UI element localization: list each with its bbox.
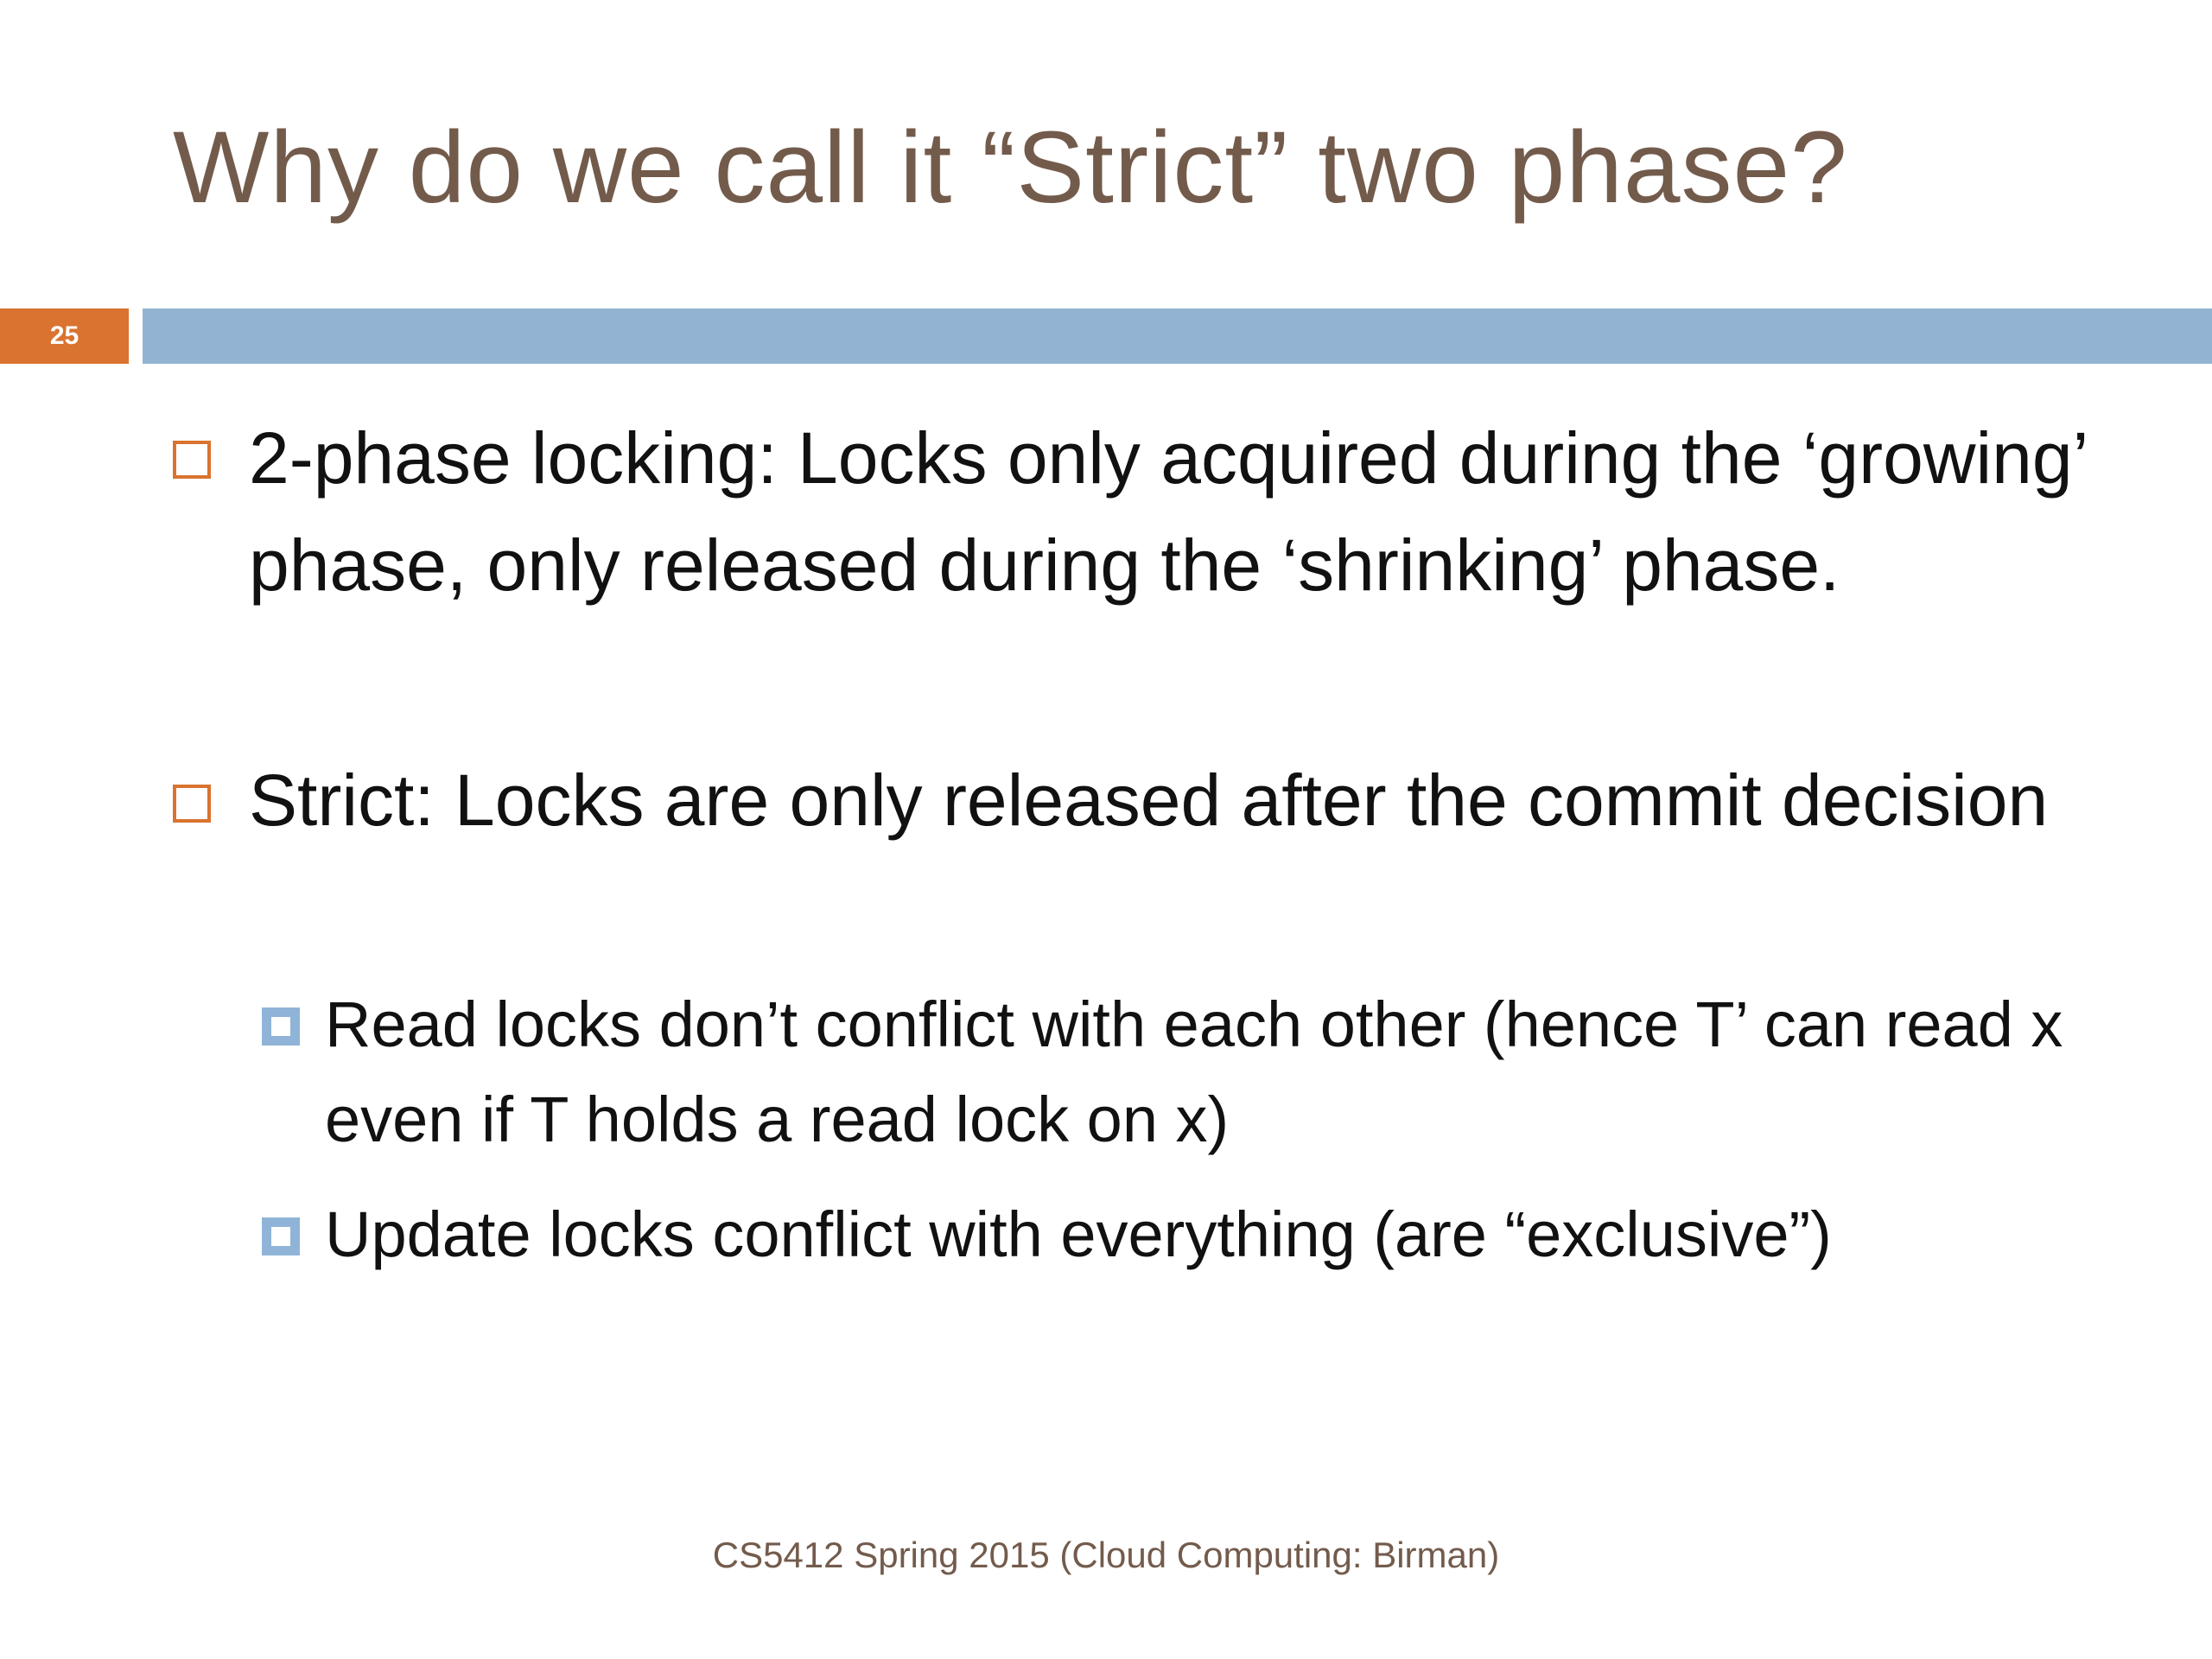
slide-number-badge: 25 (0, 308, 129, 364)
bullet-square-icon (173, 785, 211, 823)
bullet-text-1: 2-phase locking: Locks only acquired during the ‘growing’ phase, only released during the ‘shrinking’ phase. (249, 417, 2087, 606)
sub-bullet-square-icon (262, 1007, 300, 1046)
slide-footer: CS5412 Spring 2015 (Cloud Computing: Birman) (712, 1535, 1500, 1575)
sub-bullet-square-icon (262, 1217, 300, 1255)
slide-title: Why do we call it “Strict” two phase? (173, 111, 1848, 225)
bullet-square-icon (173, 441, 211, 479)
bullet-text-2: Strict: Locks are only released after the commit decision (249, 760, 2049, 841)
title-divider-bar (143, 308, 2212, 364)
sub-bullet-text-2: Update locks conflict with everything (are “exclusive”) (325, 1198, 1832, 1270)
sub-bullet-text-1: Read locks don’t conflict with each other (hence T’ can read x even if T holds a read lock on x) (325, 988, 2063, 1155)
